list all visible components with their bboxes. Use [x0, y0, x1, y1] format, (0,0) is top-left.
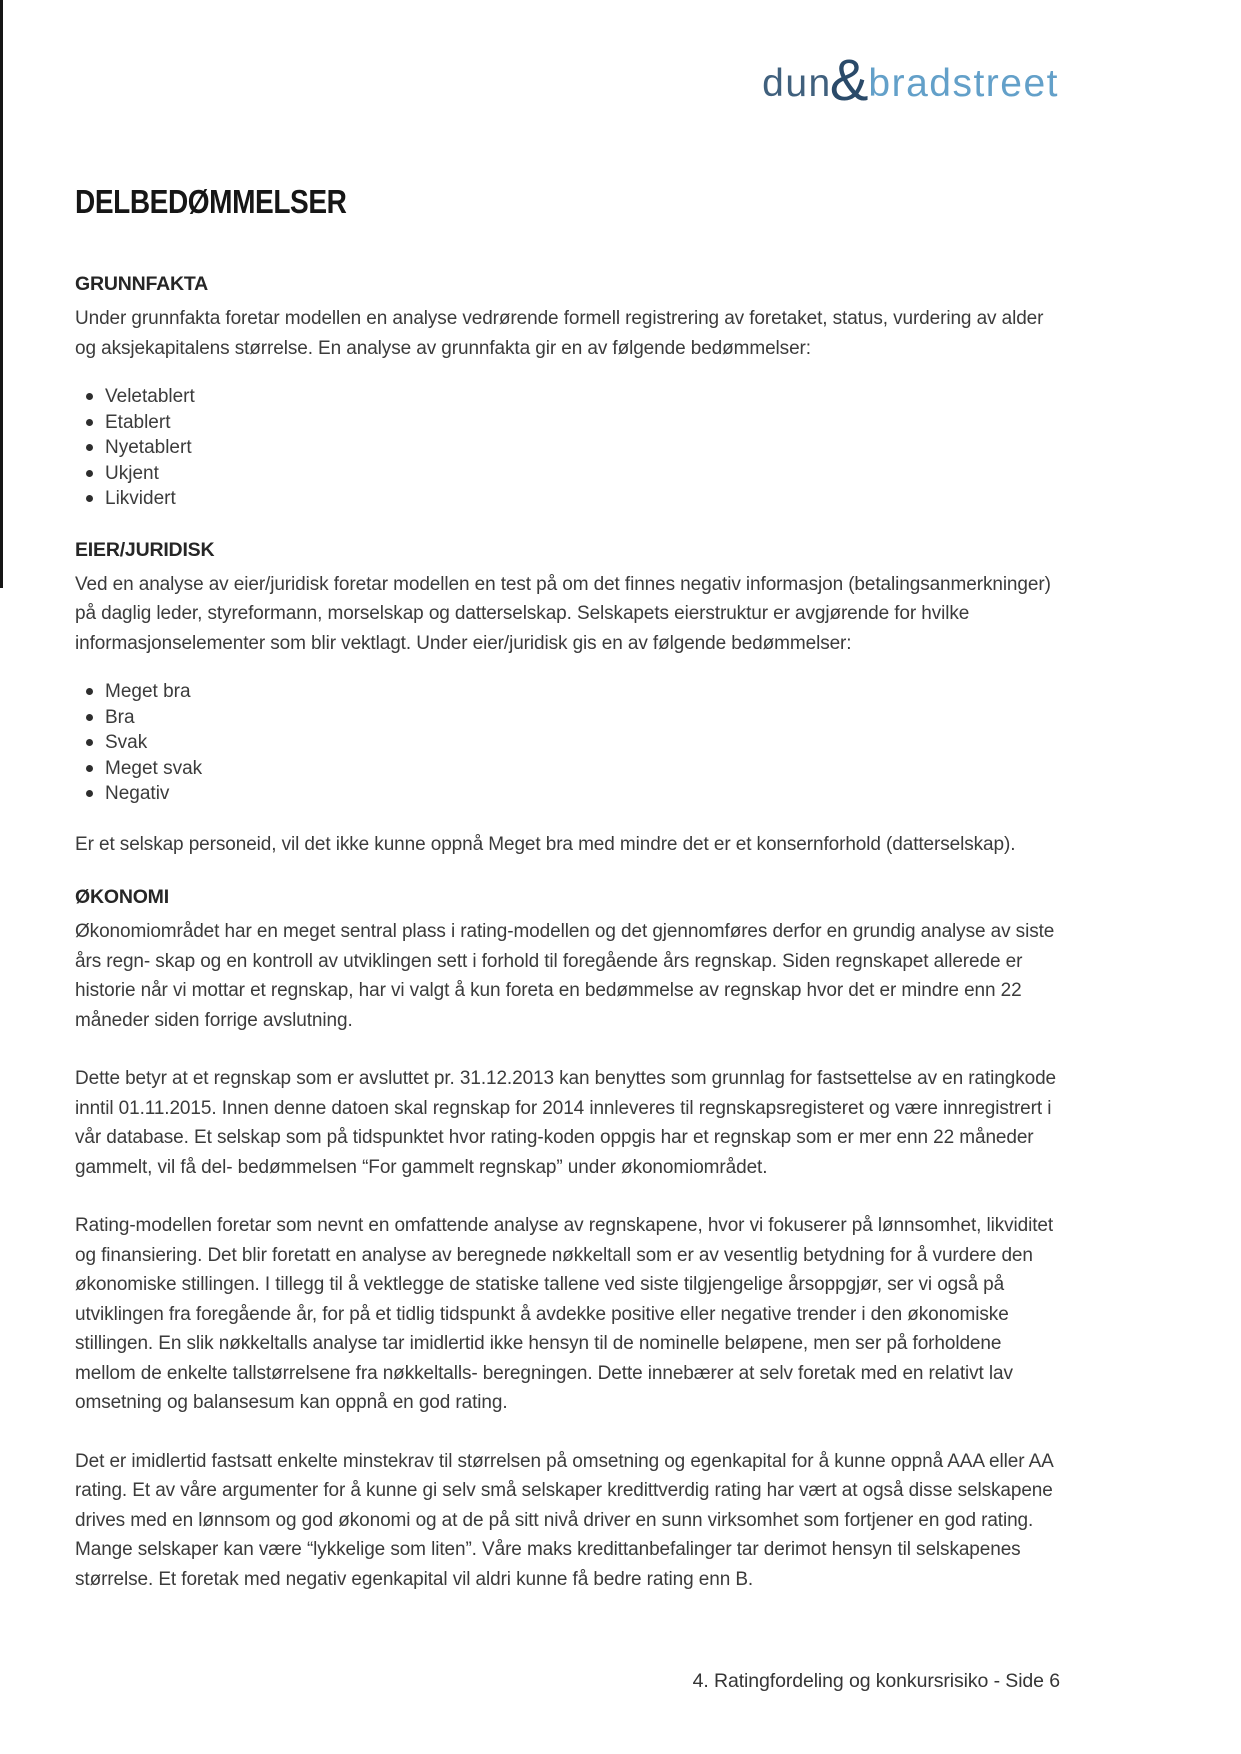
scan-edge-artifact	[0, 0, 3, 588]
section-eier-juridisk	[75, 538, 1065, 860]
list-item: Nyetablert	[105, 435, 1065, 461]
section-okonomi	[75, 885, 1065, 1594]
list-item: Veletablert	[105, 384, 1065, 410]
list-item: Likvidert	[105, 486, 1065, 512]
okonomi-paragraph: Økonomiområdet har en meget sentral plass i rating-modellen og det gjennomføres derfor en grundig analyse av siste års regn- skap og en kontroll av utviklingen sett i forhold til foregående års regnskap. Siden regnskapet allerede er historie når vi mottar et regnskap, har vi valgt å kun foreta en bedømmelse av regnskap hvor det er mindre enn 22 måneder siden forrige avslutning.	[75, 921, 1055, 1031]
page-title: DELBEDØMMELSER	[75, 183, 347, 220]
section-grunnfakta	[75, 272, 1065, 512]
list-item: Bra	[105, 705, 1065, 731]
list-item: Meget bra	[105, 679, 1065, 705]
list-item: Ukjent	[105, 461, 1065, 487]
list-item: Meget svak	[105, 756, 1065, 782]
logo-word-dun: dun	[762, 62, 832, 105]
eier-juridisk-note: Er et selskap personeid, vil det ikke kunne oppnå Meget bra med mindre det er et konsernforhold (datterselskap).	[75, 833, 1016, 855]
okonomi-paragraph: Det er imidlertid fastsatt enkelte minstekrav til størrelsen på omsetning og egenkapital for å kunne oppnå AAA eller AA rating. Et av våre argumenter for å kunne gi selv små selskaper kredittverdig rating har vært at også disse selskapene drives med en lønnsom og god økonomi og at de på sitt nivå driver en sunn virksomhet som fortjener en god rating. Mange selskaper kan være “lykkelige som liten”. Våre maks kredittanbefalinger tar derimot hensyn til selskapenes størrelse. Et foretak med negativ egenkapital vil aldri kunne få bedre rating enn B.	[75, 1450, 1053, 1590]
section-heading-grunnfakta: GRUNNFAKTA	[75, 273, 209, 295]
list-item: Svak	[105, 730, 1065, 756]
page-footer: 4. Ratingfordeling og konkursrisiko - Side 6	[692, 1670, 1060, 1692]
grunnfakta-value-list	[75, 384, 1065, 512]
document-content	[75, 183, 1065, 1594]
dun-bradstreet-logo: dun & bradstreet	[762, 48, 1059, 113]
okonomi-paragraph: Dette betyr at et regnskap som er avsluttet pr. 31.12.2013 kan benyttes som grunnlag for fastsettelse av en ratingkode inntil 01.11.2015. Innen denne datoen skal regnskap for 2014 innleveres til regnskapsregisteret og være innregistrert i vår database. Et selskap som på tidspunktet hvor rating-koden oppgis har et regnskap som er mer enn 22 måneder gammelt, vil få del- bedømmelsen “For gammelt regnskap” under økonomiområdet.	[75, 1068, 1056, 1178]
eier-juridisk-value-list	[75, 679, 1065, 807]
section-intro-grunnfakta: Under grunnfakta foretar modellen en analyse vedrørende formell registrering av foretaket, status, vurdering av alder og aksjekapitalens størrelse. En analyse av grunnfakta gir en av følgende bedømmelser:	[75, 308, 1044, 359]
section-heading-okonomi: ØKONOMI	[75, 886, 169, 908]
list-item: Negativ	[105, 781, 1065, 807]
list-item: Etablert	[105, 410, 1065, 436]
logo-word-bradstreet: bradstreet	[868, 62, 1059, 105]
section-heading-eier-juridisk: EIER/JURIDISK	[75, 538, 215, 561]
section-intro-eier-juridisk: Ved en analyse av eier/juridisk foretar modellen en test på om det finnes negativ informasjon (betalingsanmerkninger) på daglig leder, styreformann, morselskap og datterselskap. Selskapets eierstruktur er avgjørende for hvilke informasjonselementer som blir vektlagt. Under eier/juridisk gis en av følgende bedømmelser:	[75, 573, 1051, 654]
okonomi-paragraph: Rating-modellen foretar som nevnt en omfattende analyse av regnskapene, hvor vi fokuserer på lønnsomhet, likviditet og finansiering. Det blir foretatt en analyse av beregnede nøkkeltall som er av vesentlig betydning for å vurdere den økonomiske stillingen. I tillegg til å vektlegge de statiske tallene ved siste tilgjengelige årsoppgjør, ser vi også på utviklingen fra foregående år, for på et tidlig tidspunkt å avdekke positive eller negative trender i den økonomiske stillingen. En slik nøkkeltalls analyse tar imidlertid ikke hensyn til de nominelle beløpene, men ser på forholdene mellom de enkelte tallstørrelsene fra nøkkeltalls- beregningen. Dette innebærer at selv foretak med en relativt lav omsetning og balansesum kan oppnå en god rating.	[75, 1215, 1054, 1413]
